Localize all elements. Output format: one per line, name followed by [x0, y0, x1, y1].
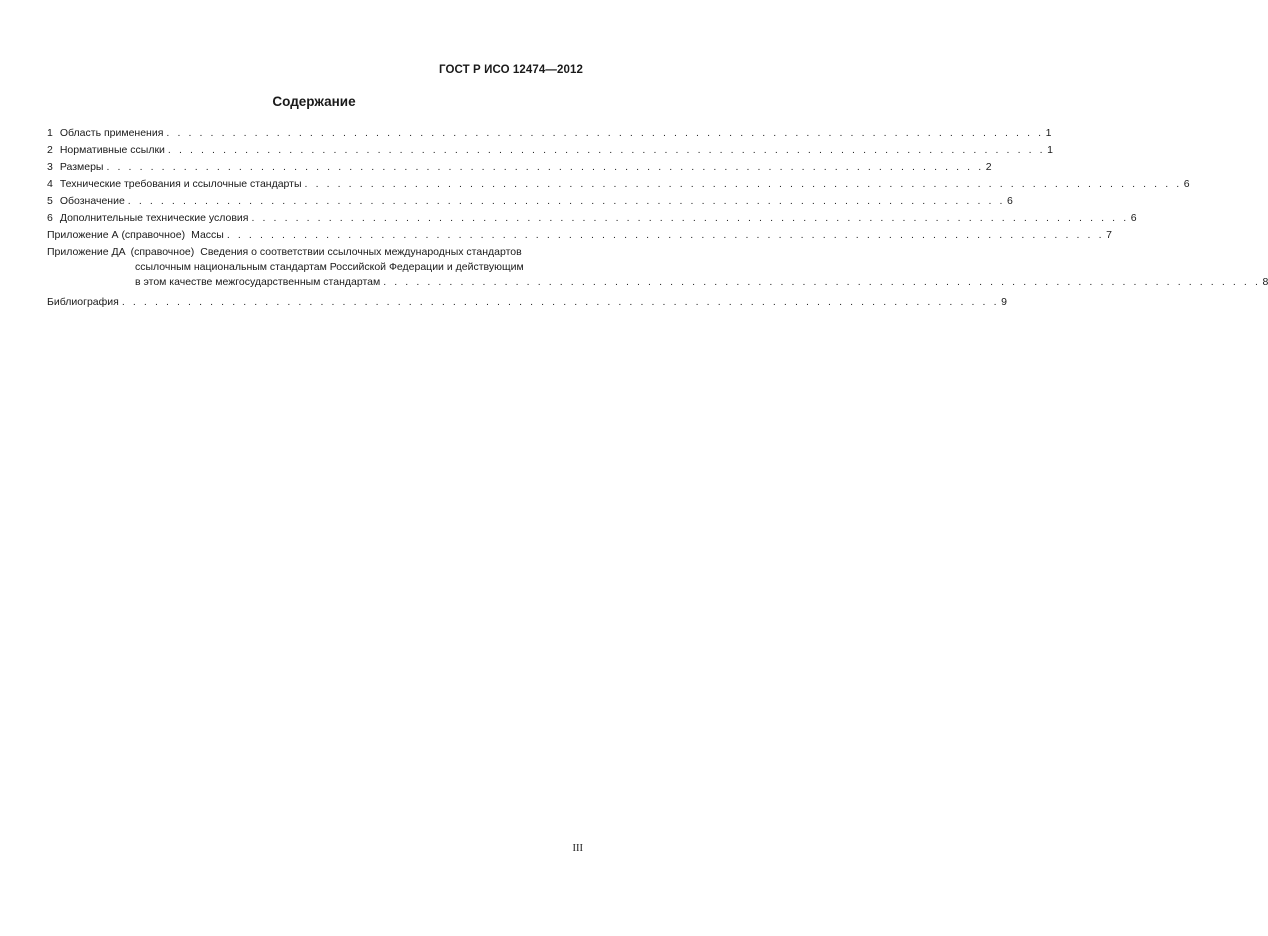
toc-entry-bibliography[interactable]	[47, 294, 1007, 311]
appendix-da-title-line-1: Сведения о соответствии ссылочных международных стандартов	[200, 246, 522, 258]
toc-leader-dots: . . . . . . . . . . . . . . . . . . . . . . . . . . . . . . . . . . . . . . . . . . . . . . . . . . . . . . . . . . . . . . . . . . . . . . . . . . . . . . . .	[226, 229, 1105, 241]
toc-entry-1[interactable]	[47, 125, 1052, 142]
toc-entry-text: Размеры	[59, 161, 104, 173]
toc-entry-text	[47, 227, 224, 244]
toc-leader-dots: . . . . . . . . . . . . . . . . . . . . . . . . . . . . . . . . . . . . . . . . . . . . . . . . . . . . . . . . . . . . . . . . . . . . . . . . . . . . . . . .	[121, 296, 1000, 308]
toc-entry-text: Область применения	[59, 127, 164, 139]
toc-entry-5[interactable]	[47, 193, 1013, 210]
toc-entry-text: Нормативные ссылки	[59, 144, 165, 156]
toc-entry-2[interactable]	[47, 142, 1054, 159]
toc-leader-dots: . . . . . . . . . . . . . . . . . . . . . . . . . . . . . . . . . . . . . . . . . . . . . . . . . . . . . . . . . . . . . . . . . . . . . . . . . . . . . . . .	[167, 144, 1046, 156]
document-code: ГОСТ Р ИСО 12474—2012	[438, 64, 583, 76]
toc-leader-dots: . . . . . . . . . . . . . . . . . . . . . . . . . . . . . . . . . . . . . . . . . . . . . . . . . . . . . . . . . . . . . . . . . . . . . . . . . . . . . . . .	[166, 127, 1044, 139]
toc-entry-page: 1	[1047, 144, 1054, 156]
toc-entry-page: 2	[985, 161, 992, 173]
toc-entry-page: 6	[1007, 195, 1013, 207]
appendix-da-label: Приложение ДА	[47, 246, 126, 258]
appendix-da-type: (справочное)	[130, 246, 195, 258]
appendix-a-title: Массы	[191, 229, 224, 241]
toc-entry-number: 1	[47, 127, 53, 139]
toc-entry-number: 5	[47, 195, 53, 207]
toc-entry-3[interactable]	[47, 159, 992, 176]
appendix-a-type: (справочное)	[121, 229, 186, 241]
toc-entry-6[interactable]	[47, 210, 1137, 227]
toc-entry-text: Обозначение	[59, 195, 125, 207]
toc-entry-text: Дополнительные технические условия	[59, 212, 249, 224]
toc-entry-4[interactable]	[47, 176, 1190, 193]
toc-leader-dots: . . . . . . . . . . . . . . . . . . . . . . . . . . . . . . . . . . . . . . . . . . . . . . . . . . . . . . . . . . . . . . . . . . . . . . . . . . . . . . . .	[106, 161, 984, 173]
table-of-contents	[47, 125, 1268, 311]
toc-entry-text: Библиография	[47, 296, 119, 308]
appendix-a-label: Приложение А	[47, 229, 119, 241]
toc-entry-number: 2	[47, 144, 53, 156]
toc-entry-page: 7	[1106, 229, 1112, 241]
toc-entry-appendix-da[interactable]	[47, 245, 1268, 290]
toc-entry-page: 6	[1183, 178, 1190, 190]
toc-entry-page: 9	[1001, 296, 1007, 308]
toc-entry-page: 6	[1130, 212, 1137, 224]
toc-entry-page: 8	[1262, 276, 1268, 288]
toc-leader-dots: . . . . . . . . . . . . . . . . . . . . . . . . . . . . . . . . . . . . . . . . . . . . . . . . . . . . . . . . . . . . . . . . . . . . . . . . . . . . . . . .	[383, 276, 1261, 288]
toc-entry-number: 4	[47, 178, 53, 190]
toc-leader-dots: . . . . . . . . . . . . . . . . . . . . . . . . . . . . . . . . . . . . . . . . . . . . . . . . . . . . . . . . . . . . . . . . . . . . . . . . . . . . . . . .	[127, 195, 1006, 207]
toc-entry-number: 3	[47, 161, 53, 173]
toc-entry-number: 6	[47, 212, 53, 224]
toc-leader-dots: . . . . . . . . . . . . . . . . . . . . . . . . . . . . . . . . . . . . . . . . . . . . . . . . . . . . . . . . . . . . . . . . . . . . . . . . . . . . . . . .	[304, 178, 1182, 190]
toc-entry-appendix-a[interactable]	[47, 227, 1112, 244]
appendix-da-title-line-2: ссылочным национальным стандартам Российской Федерации и действующим	[135, 261, 524, 273]
toc-entry-page: 1	[1045, 127, 1052, 139]
appendix-da-title-line-3: в этом качестве межгосударственным стандартам	[135, 276, 381, 288]
toc-leader-dots: . . . . . . . . . . . . . . . . . . . . . . . . . . . . . . . . . . . . . . . . . . . . . . . . . . . . . . . . . . . . . . . . . . . . . . . . . . . . . . . .	[251, 212, 1129, 224]
toc-entry-text: Технические требования и ссылочные стандарты	[59, 178, 302, 190]
toc-title: Содержание	[272, 94, 356, 109]
page-number: III	[572, 843, 583, 854]
